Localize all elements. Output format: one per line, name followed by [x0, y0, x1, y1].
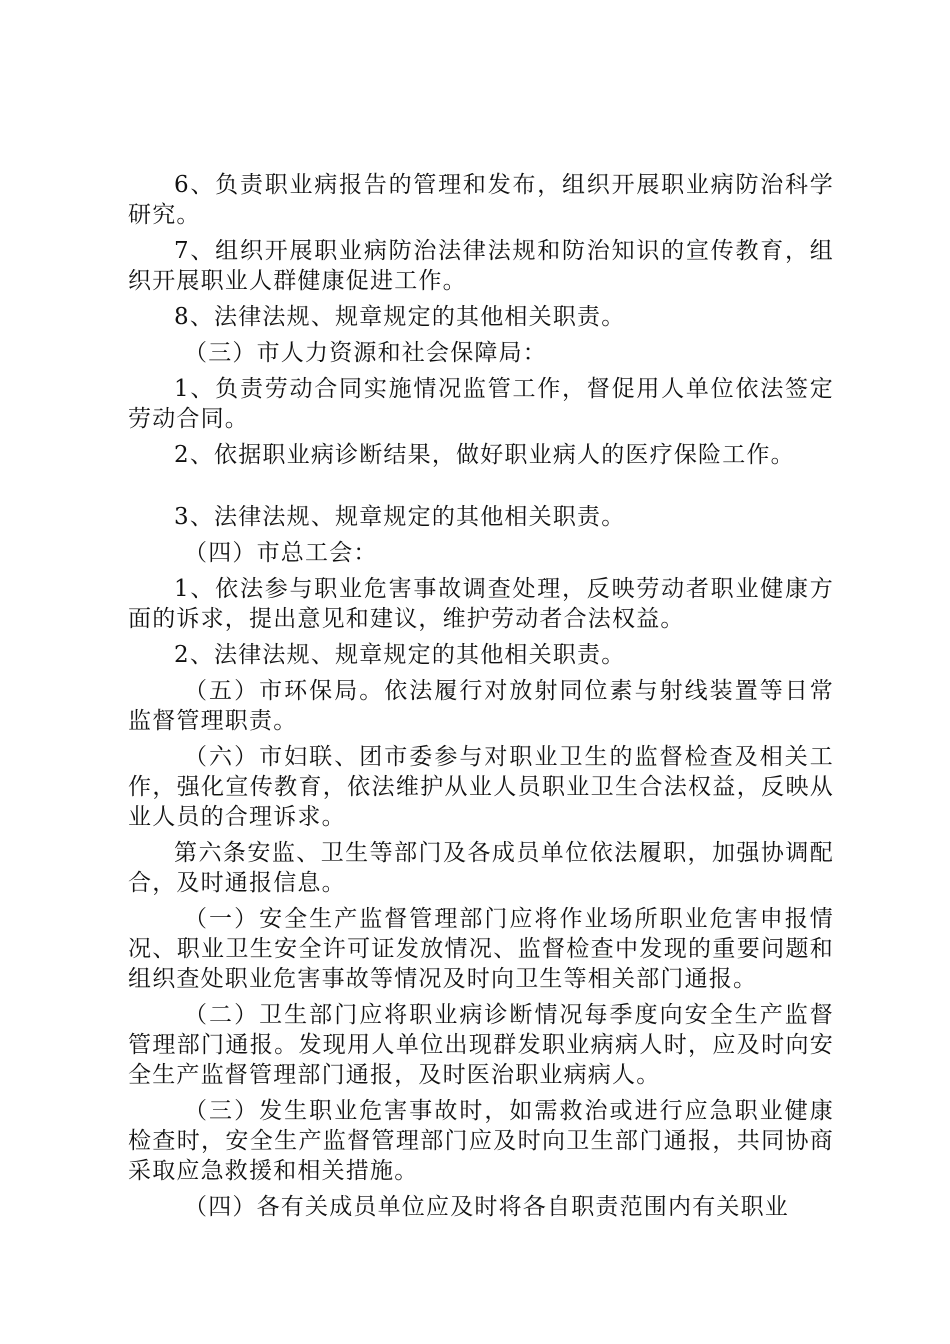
article-six-item-1: （一）安全生产监督管理部门应将作业场所职业危害申报情况、职业卫生安全许可证发放情况、监督检查中发现的重要问题和组织查处职业危害事故等情况及时向卫生等相关部门通报。: [128, 906, 834, 992]
article-six-item-2: （二）卫生部门应将职业病诊断情况每季度向安全生产监督管理部门通报。发现用人单位出现群发职业病病人时，应及时向安全生产监督管理部门通报，及时医治职业病病人。: [128, 1002, 834, 1088]
paragraph-union-item-2: 2、法律法规、规章规定的其他相关职责。: [174, 642, 626, 668]
section-heading-hr-bureau: （三）市人力资源和社会保障局：: [184, 340, 547, 366]
article-six-item-3: （三）发生职业危害事故时，如需救治或进行应急职业健康检查时，安全生产监督管理部门应及时向卫生部门通报，共同协商采取应急救援和相关措施。: [128, 1098, 834, 1184]
paragraph-union-item-1: 1、依法参与职业危害事故调查处理，反映劳动者职业健康方面的诉求，提出意见和建议，维护劳动者合法权益。: [128, 576, 834, 632]
paragraph-hr-item-1: 1、负责劳动合同实施情况监管工作，督促用人单位依法签定劳动合同。: [128, 376, 834, 432]
paragraph-item-7: 7、组织开展职业病防治法律法规和防治知识的宣传教育，组织开展职业人群健康促进工作。: [128, 238, 834, 294]
paragraph-item-6: 6、负责职业病报告的管理和发布，组织开展职业病防治科学研究。: [128, 172, 834, 228]
section-heading-trade-union: （四）市总工会：: [184, 540, 378, 566]
paragraph-hr-item-3: 3、法律法规、规章规定的其他相关职责。: [174, 504, 626, 530]
section-environment-bureau: （五）市环保局。依法履行对放射同位素与射线装置等日常监督管理职责。: [128, 678, 834, 734]
article-six-item-4: （四）各有关成员单位应及时将各自职责范围内有关职业: [184, 1194, 789, 1220]
article-six: 第六条安监、卫生等部门及各成员单位依法履职，加强协调配合，及时通报信息。: [128, 840, 834, 896]
paragraph-item-8: 8、法律法规、规章规定的其他相关职责。: [174, 304, 626, 330]
section-womens-federation: （六）市妇联、团市委参与对职业卫生的监督检查及相关工作，强化宣传教育，依法维护从业人员职业卫生合法权益，反映从业人员的合理诉求。: [128, 744, 834, 830]
document-body: [128, 170, 834, 1228]
paragraph-hr-item-2: 2、依据职业病诊断结果，做好职业病人的医疗保险工作。: [174, 442, 795, 468]
